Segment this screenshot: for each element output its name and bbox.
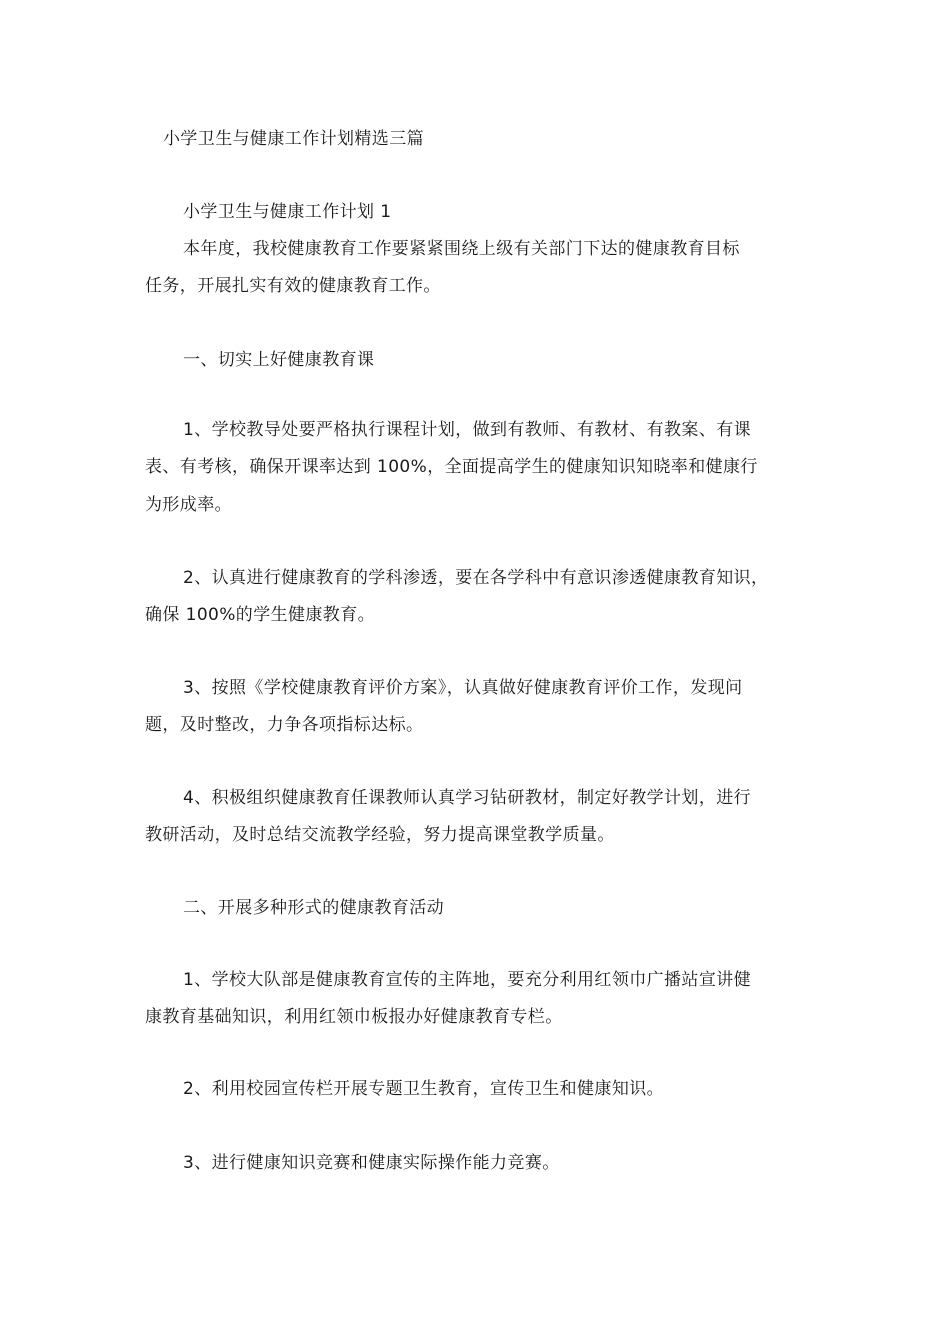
section-1-item-1-line-1: 1、学校教导处要严格执行课程计划，做到有教师、有教材、有教案、有课	[183, 420, 752, 440]
section-1-heading: 一、切实上好健康教育课	[183, 350, 375, 370]
section-1-item-4-line-2: 教研活动，及时总结交流教学经验，努力提高课堂教学质量。	[145, 825, 615, 845]
section-2-heading: 二、开展多种形式的健康教育活动	[183, 898, 444, 918]
section-1-item-2-line-1: 2、认真进行健康教育的学科渗透，要在各学科中有意识渗透健康教育知识，	[183, 568, 769, 588]
intro-line-2: 任务，开展扎实有效的健康教育工作。	[145, 276, 441, 296]
section-1-item-4-line-1: 4、积极组织健康教育任课教师认真学习钻研教材，制定好教学计划，进行	[183, 788, 752, 808]
section-1-item-2-line-2: 确保 100%的学生健康教育。	[145, 605, 376, 625]
section-1-item-3-line-2: 题，及时整改，力争各项指标达标。	[145, 715, 424, 735]
section-2-item-2-line-1: 2、利用校园宣传栏开展专题卫生教育，宣传卫生和健康知识。	[183, 1079, 665, 1099]
section-1-item-3-line-1: 3、按照《学校健康教育评价方案》，认真做好健康教育评价工作，发现问	[183, 678, 743, 698]
document-title: 小学卫生与健康工作计划精选三篇	[163, 129, 424, 149]
section-1-item-1-line-3: 为形成率。	[145, 495, 232, 515]
intro-line-1: 本年度，我校健康教育工作要紧紧围绕上级有关部门下达的健康教育目标	[183, 239, 740, 259]
plan-subtitle: 小学卫生与健康工作计划 1	[183, 202, 392, 222]
section-2-item-1-line-2: 康教育基础知识，利用红领巾板报办好健康教育专栏。	[145, 1007, 563, 1027]
section-1-item-1-line-2: 表、有考核，确保开课率达到 100%，全面提高学生的健康知识知晓率和健康行	[145, 457, 758, 477]
section-2-item-3-line-1: 3、进行健康知识竞赛和健康实际操作能力竞赛。	[183, 1153, 560, 1173]
section-2-item-1-line-1: 1、学校大队部是健康教育宣传的主阵地，要充分利用红领巾广播站宣讲健	[183, 970, 752, 990]
